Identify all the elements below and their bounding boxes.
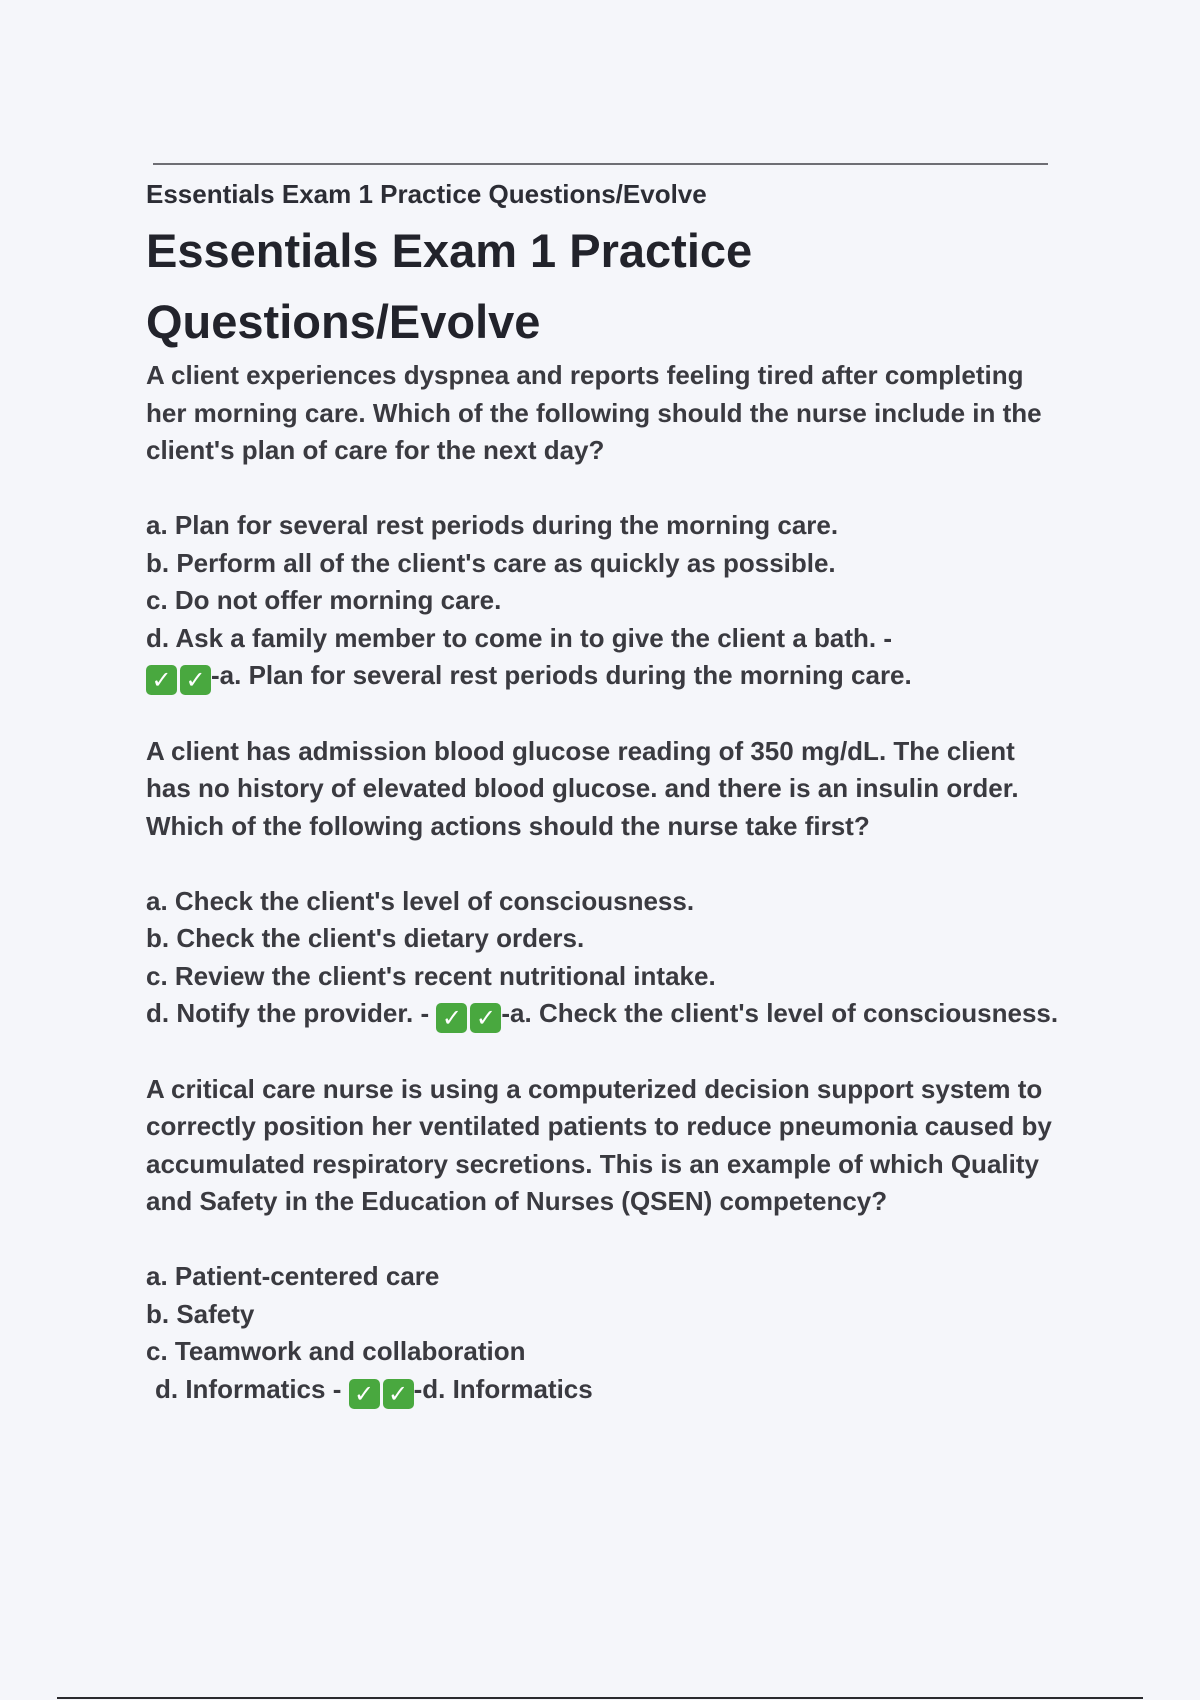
- question-3-option-d-with-answer: [146, 1371, 1066, 1409]
- question-block-3: [146, 1071, 1066, 1409]
- question-stem-1: A client experiences dyspnea and reports feeling tired after completing her morning care. Which of the following should the nurse include in the client's plan of care for the next day?: [146, 360, 1042, 465]
- check-mark-icon: ✓: [470, 1003, 501, 1033]
- question-2-option-d: d. Notify the provider. -: [146, 998, 430, 1028]
- question-1-answer: [146, 657, 1066, 695]
- page-title-line-2: Questions/Evolve: [146, 295, 541, 348]
- question-2-option-b: b. Check the client's dietary orders.: [146, 923, 585, 953]
- check-mark-icon: ✓: [180, 665, 211, 695]
- page-title-line-1: Essentials Exam 1 Practice: [146, 224, 753, 277]
- bottom-divider: [57, 1697, 1143, 1699]
- check-mark-icon: ✓: [436, 1003, 467, 1033]
- question-3-option-d: d. Informatics -: [155, 1373, 342, 1404]
- question-1-option-b: b. Perform all of the client's care as quickly as possible.: [146, 547, 836, 578]
- question-1-answer-text: -a. Plan for several rest periods during the morning care.: [211, 660, 912, 690]
- question-list: [146, 357, 1066, 1409]
- question-3-answer-text: -d. Informatics: [413, 1373, 593, 1404]
- check-mark-icon: ✓: [383, 1379, 414, 1409]
- question-3-option-c: c. Teamwork and collaboration: [146, 1336, 526, 1366]
- question-1-option-d: d. Ask a family member to come in to give the client a bath. -: [146, 622, 892, 653]
- question-2-answer-text: -a. Check the client's level of consciousness.: [501, 998, 1059, 1028]
- question-2-option-c: c. Review the client's recent nutritional intake.: [146, 960, 716, 991]
- question-stem-3: A critical care nurse is using a computerized decision support system to correctly position her ventilated patients to reduce pneumonia caused by accumulated respiratory secretions. This is an example of which Quality and Safety in the Education of Nurses (QSEN) competency?: [146, 1073, 1052, 1216]
- page-title: [146, 215, 1046, 357]
- top-divider: [153, 163, 1048, 165]
- check-mark-icon: ✓: [146, 665, 177, 695]
- check-mark-icon: ✓: [349, 1379, 380, 1409]
- question-block-1: [146, 357, 1066, 695]
- question-3-option-a: a. Patient-centered care: [146, 1261, 440, 1291]
- question-2-option-d-with-answer: [146, 995, 1066, 1033]
- question-3-option-b: b. Safety: [146, 1298, 255, 1329]
- question-block-2: [146, 733, 1066, 1034]
- question-1-option-a: a. Plan for several rest periods during the morning care.: [146, 510, 839, 540]
- running-header: Essentials Exam 1 Practice Questions/Evolve: [146, 179, 707, 209]
- question-stem-2: A client has admission blood glucose reading of 350 mg/dL. The client has no history of elevated blood glucose. and there is an insulin order. Which of the following actions should the nurse take first?: [146, 735, 1019, 841]
- question-1-option-c: c. Do not offer morning care.: [146, 585, 502, 615]
- question-2-option-a: a. Check the client's level of consciousness.: [146, 885, 695, 916]
